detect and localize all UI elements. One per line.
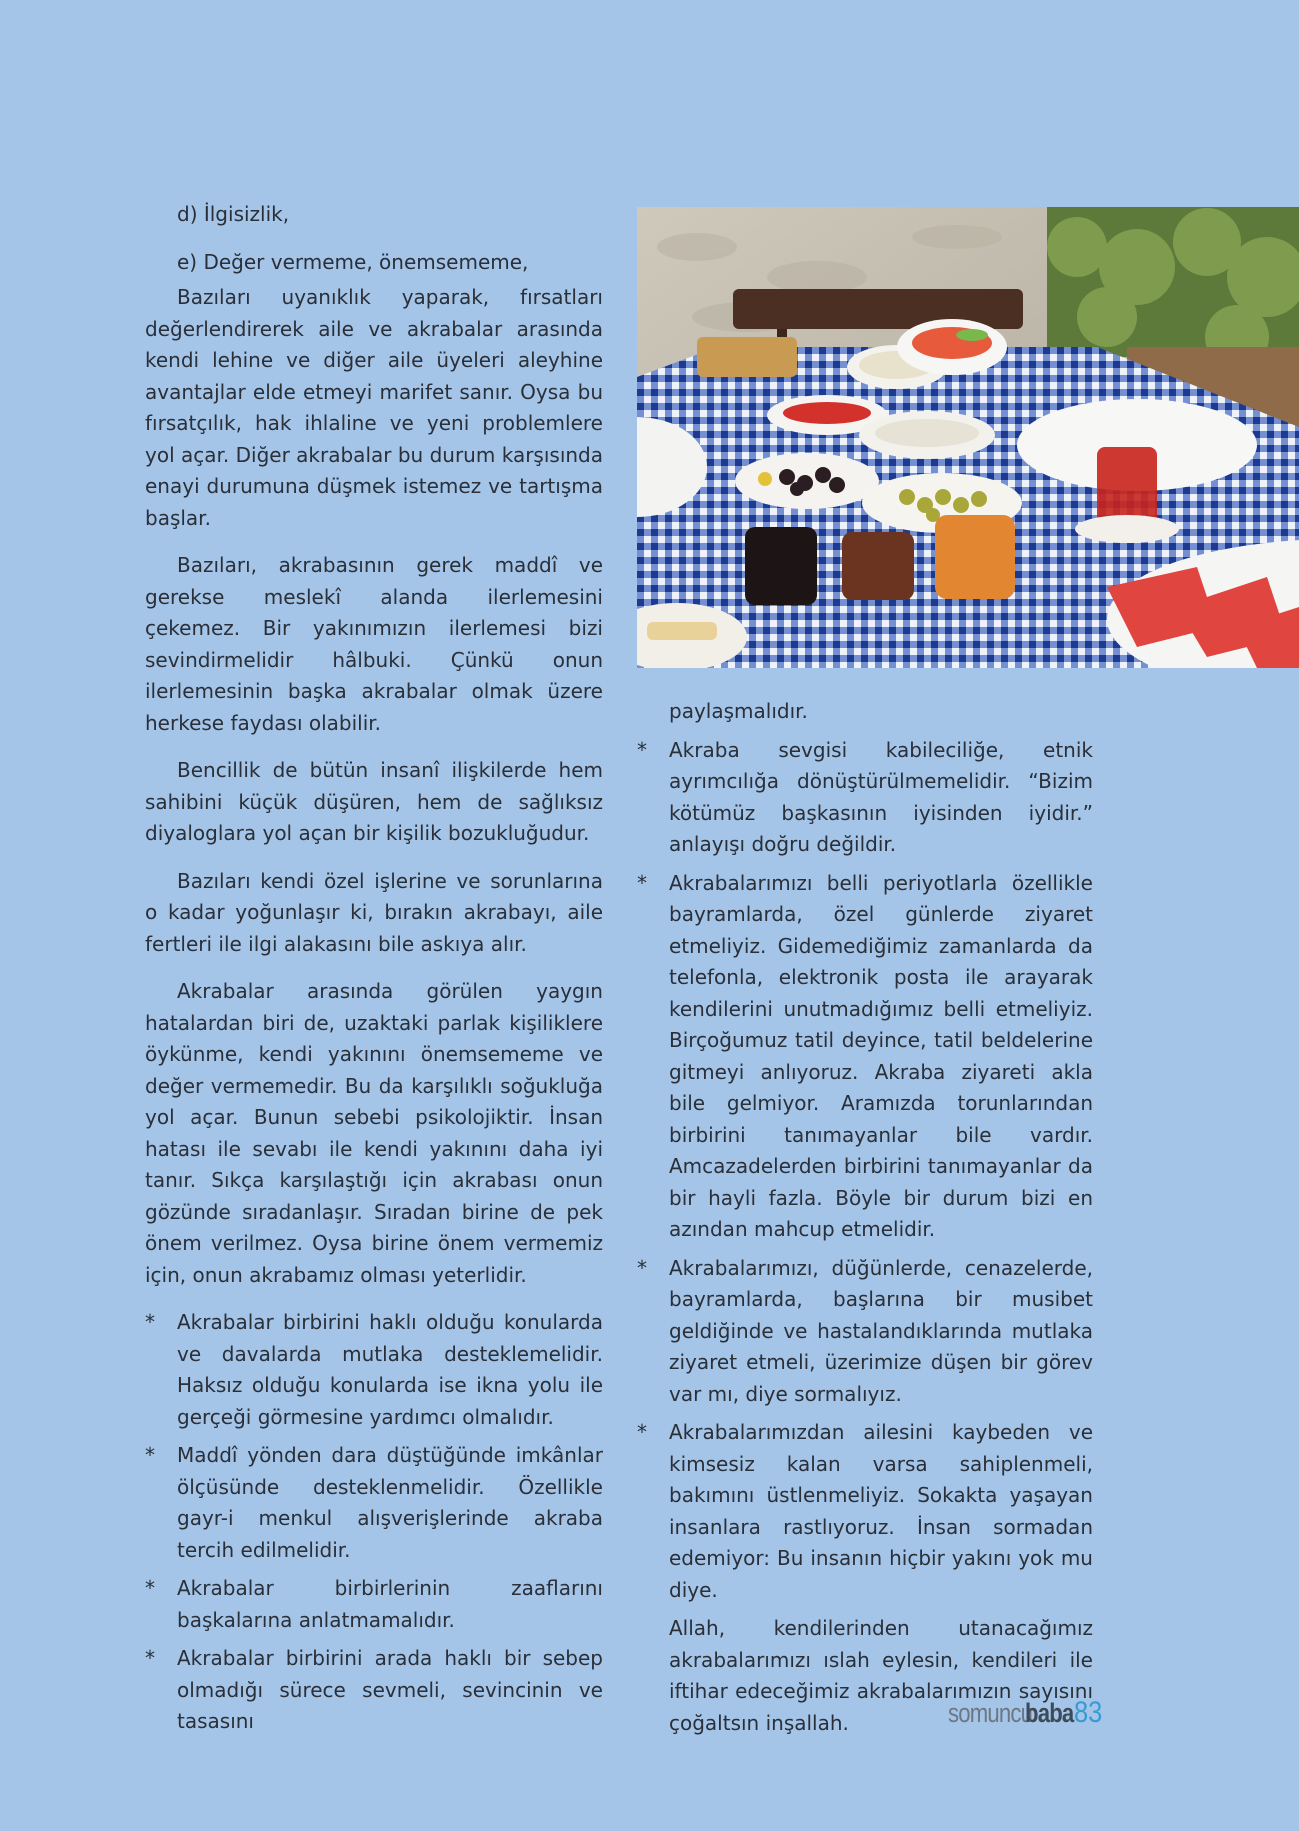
closing-paragraph: Allah, kendilerinden utanacağımız akrabalarımızı ıslah eylesin, kendileri ile iftihar edeceğimiz akrabalarımızın sayısını çoğaltsın inşallah. — [669, 1616, 1093, 1735]
bullet-text: Akrabalarımızdan ailesini kaybeden ve kimsesiz kalan varsa sahiplenmeli, bakımını üstlenmeliyiz. Sokakta yaşayan insanlara rastlıyoruz. İnsan sormadan edemiyor: Bu insanın hiçbir yakını yok mu diye. — [669, 1420, 1093, 1602]
list-item-d: d) İlgisizlik, — [177, 202, 290, 226]
bullet-star: * — [637, 1255, 647, 1280]
bullet-item — [637, 868, 1093, 1246]
paragraph-selfishness: Bencillik de bütün insanî ilişkilerde hem sahibini küçük düşüren, hem de sağlıksız diyaloglara yol açan bir kişilik bozukluğudur. — [145, 758, 603, 845]
breakfast-table-illustration — [637, 207, 1299, 668]
bullet-item — [637, 1417, 1093, 1606]
bullet-star: * — [145, 1646, 155, 1670]
bullet-text: Akrabalar birbirini arada haklı bir sebep olmadığı sürece sevmeli, sevincinin ve tasasını — [177, 1646, 603, 1733]
bullet-text: Akrabalar birbirini haklı olduğu konularda ve davalarda mutlaka desteklemelidir. Haksız olduğu konularda ise ikna yolu ile gerçeği görmesine yardımcı olmalıdır. — [177, 1310, 603, 1429]
paragraph-envy: Bazıları, akrabasının gerek maddî ve gerekse meslekî alanda ilerlemesini çekemez. Bir yakınımızın ilerlemesi bizi sevindirmelidir hâlbuki. Çünkü onun ilerlemesinin başka akrabalar olmak üzere herkese faydası olabilir. — [145, 553, 603, 735]
bullet-item — [145, 1440, 603, 1566]
page-number: 83 — [1073, 1696, 1102, 1729]
bullet-text: Akraba sevgisi kabileciliğe, etnik ayrımcılığa dönüştürülmemelidir. “Bizim kötümüz başkasının iyisinden iyidir.” anlayışı doğru değildir. — [669, 737, 1093, 856]
bullet-text: Akrabalarımızı, düğünlerde, cenazelerde, bayramlarda, başlarına bir musibet geldiğinde ve hastalandıklarında mutlaka ziyaret etmeli, üzerimize düşen bir görev var mı, diye sormalıyız. — [669, 1255, 1093, 1406]
bullet-star: * — [637, 1420, 647, 1444]
bullet-star: * — [145, 1443, 155, 1467]
list-item-e: e) Değer vermeme, önemsememe, — [177, 249, 529, 274]
left-column — [145, 199, 603, 1745]
bullet-star: * — [637, 737, 647, 762]
bullet-item — [145, 1307, 603, 1433]
paragraph-preoccupation: Bazıları kendi özel işlerine ve sorunlarına o kadar yoğunlaşır ki, bırakın akrabayı, aile fertleri ile ilgi alakasını bile askıya alır. — [145, 868, 603, 956]
bullet-text: Akrabalarımızı belli periyotlarla özellikle bayramlarda, özel günlerde ziyaret etmeliyiz. Gidemediğimiz zamanlarda da telefonla, elektronik posta ile arayarak kendilerini unutmadığımız belli etmeliyiz. Birçoğumuz tatil deyince, tatil beldelerine gitmeyi anlıyoruz. Akraba ziyareti akla bile gelmiyor. Aramızda torunlarından birbirini tanımayanlar bile vardır. Amcazadelerden birbirini tanımayanlar da bir hayli fazla. Böyle bir durum bizi en azından mahcup etmelidir. — [669, 870, 1093, 1241]
page-footer — [948, 1696, 1107, 1736]
bullet-star: * — [145, 1310, 155, 1334]
brand-name-part2: baba — [1024, 1698, 1073, 1728]
bullet-text: Maddî yönden dara düştüğünde imkânlar ölçüsünde desteklenmelidir. Özellikle gayr-i menkul alışverişlerinde akraba tercih edilmelidir. — [177, 1443, 603, 1562]
paragraph-common-mistakes: Akrabalar arasında görülen yaygın hatalardan biri de, uzaktaki parlak kişiliklere öykünme, kendi yakınını önemsememe ve değer vermemedir. Bu da karşılıklı soğukluğa yol açar. Bunun sebebi psikolojiktir. İnsan hatası ile sevabı ile kendi yakınını daha iyi tanır. Sıkça karşılaştığı için akrabası onun gözünde sıradanlaşır. Sıradan birine de pek önem verilmez. Oysa birine önem vermemiz için, onun akrabamız olması yeterlidir. — [145, 979, 603, 1287]
bullet-star: * — [637, 870, 647, 895]
continuation-text: paylaşmalıdır. — [669, 699, 808, 723]
bullet-text: Akrabalar birbirlerinin zaaflarını başkalarına anlatmamalıdır. — [177, 1576, 603, 1632]
bullet-item — [637, 1253, 1093, 1411]
right-column — [637, 696, 1093, 1755]
bullet-item — [145, 1643, 603, 1738]
breakfast-table-photo — [637, 207, 1299, 668]
bullet-item — [637, 735, 1093, 861]
bullet-item — [145, 1573, 603, 1636]
paragraph-opportunism: Bazıları uyanıklık yaparak, fırsatları değerlendirerek aile ve akrabalar arasında kendi lehine ve diğer aile üyeleri aleyhine avantajlar elde etmeyi marifet sanır. Oysa bu fırsatçılık, hak ihlaline ve yeni problemlere yol açar. Diğer akrabalar bu durum karşısında enayi durumuna düşmek istemez ve tartışma başlar. — [145, 285, 603, 530]
bullet-star: * — [145, 1576, 155, 1600]
brand-name-part1: somuncu — [948, 1698, 1033, 1728]
